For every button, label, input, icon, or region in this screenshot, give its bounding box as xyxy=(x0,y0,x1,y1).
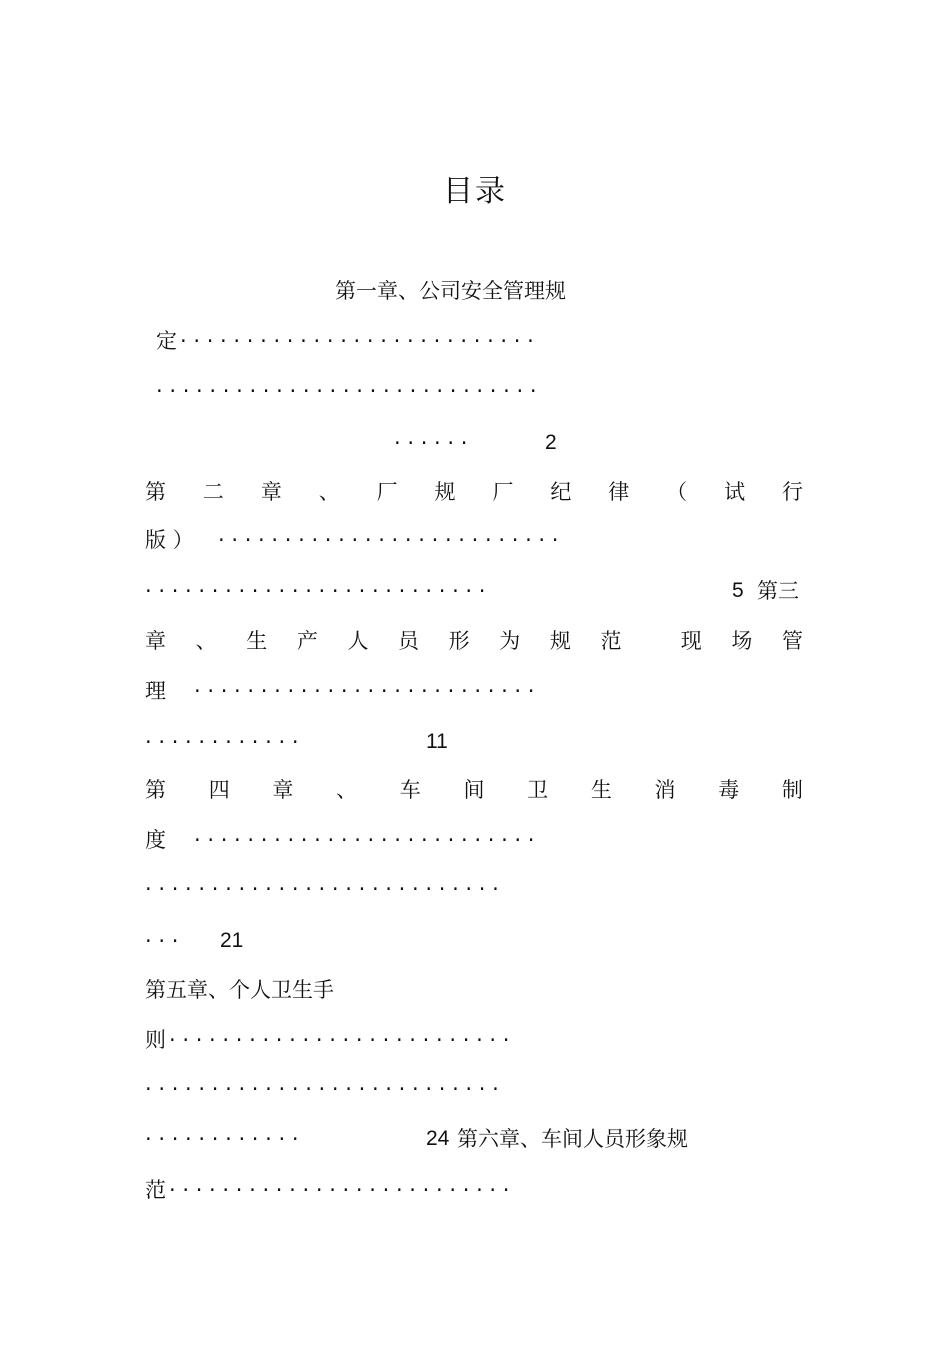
toc-char: 毒 xyxy=(718,778,740,802)
toc-leader-dots: · · · · · · · · · · · · · · · · · · · · · · · · · · · · · xyxy=(156,379,537,403)
toc-char: 第 xyxy=(145,480,166,504)
toc-char: 章 xyxy=(272,778,294,802)
toc-char: 厂 xyxy=(376,480,398,504)
toc-leader-dots: · · · · · · · · · · · · · · · · · · · · · · · · · · xyxy=(169,1178,510,1202)
toc-char: 管 xyxy=(781,629,803,653)
toc-chapter-1-title-end: 定 xyxy=(156,329,177,353)
toc-char: 章 xyxy=(145,629,166,653)
toc-char: 第 xyxy=(145,778,166,802)
toc-page-number-2: 5 xyxy=(732,579,744,602)
toc-char: 四 xyxy=(208,778,230,802)
toc-leader-dots: · · · · · · · · · · · · · · · · · · · · · · · · · · xyxy=(194,679,535,703)
toc-char: 卫 xyxy=(527,778,549,802)
toc-char: 车 xyxy=(399,778,421,802)
toc-char: 产 xyxy=(296,629,318,653)
toc-chapter-3-title-start: 第三 xyxy=(757,579,799,603)
toc-char: 律 xyxy=(608,480,630,504)
toc-leader-dots: · · · · · · · · · · · · · · · · · · · · · · · · · · · xyxy=(180,329,534,353)
toc-page-number-3: 11 xyxy=(426,730,448,753)
toc-page-number-1: 2 xyxy=(545,431,557,454)
toc-char: 试 xyxy=(724,480,746,504)
toc-char: 章 xyxy=(260,480,282,504)
toc-leader-dots: · · · xyxy=(145,929,179,953)
toc-char: 生 xyxy=(246,629,268,653)
toc-chapter-5-title: 第五章、个人卫生手 xyxy=(145,978,334,1002)
toc-char: 间 xyxy=(463,778,485,802)
page-title: 目录 xyxy=(443,174,507,209)
toc-char: 、 xyxy=(318,480,340,504)
toc-char: 人 xyxy=(347,629,369,653)
toc-char: 员 xyxy=(398,629,420,653)
toc-leader-dots: · · · · · · · · · · · · · · · · · · · · · · · · · · · xyxy=(145,1077,499,1101)
toc-char: 范 xyxy=(600,629,622,653)
toc-char: 规 xyxy=(549,629,571,653)
toc-chapter-1-title: 第一章、公司安全管理规 xyxy=(335,279,566,303)
toc-chapter-6-title-end: 范 xyxy=(145,1178,166,1202)
toc-leader-dots: · · · · · · · · · · · · · · · · · · · · · · · · · · xyxy=(218,528,559,552)
toc-page-number-4: 21 xyxy=(220,929,244,952)
toc-char: 为 xyxy=(499,629,521,653)
toc-chapter-4-title-end: 度 xyxy=(145,828,166,852)
toc-chapter-3-title xyxy=(145,626,803,656)
toc-char: 纪 xyxy=(550,480,572,504)
toc-chapter-3-title-end: 理 xyxy=(145,679,166,703)
toc-leader-dots: · · · · · · · · · · · · xyxy=(145,1127,299,1151)
toc-char: 现 xyxy=(680,629,702,653)
toc-char: 生 xyxy=(590,778,612,802)
toc-char: 二 xyxy=(202,480,224,504)
toc-chapter-6-title: 第六章、车间人员形象规 xyxy=(457,1127,688,1151)
toc-char: 、 xyxy=(195,629,217,653)
toc-leader-dots: · · · · · · · · · · · · · · · · · · · · · · · · · · xyxy=(169,1028,510,1052)
toc-char: 厂 xyxy=(492,480,514,504)
toc-char: （ xyxy=(666,480,688,504)
toc-char: 规 xyxy=(434,480,456,504)
toc-leader-dots: · · · · · · · · · · · · · · · · · · · · · · · · · · · xyxy=(145,877,499,901)
toc-char: 形 xyxy=(448,629,470,653)
toc-leader-dots: · · · · · · · · · · · · · · · · · · · · · · · · · · xyxy=(145,579,486,603)
toc-page-number-5: 24 xyxy=(426,1127,450,1150)
toc-char: 消 xyxy=(654,778,676,802)
toc-chapter-4-title xyxy=(145,775,803,805)
toc-chapter-2-title-end: 版 ） xyxy=(145,528,194,552)
toc-char: 场 xyxy=(731,629,753,653)
toc-leader-dots: · · · · · · xyxy=(394,431,468,455)
toc-leader-dots: · · · · · · · · · · · · · · · · · · · · · · · · · · xyxy=(194,828,535,852)
toc-chapter-5-title-end: 则 xyxy=(145,1028,166,1052)
toc-char: 、 xyxy=(336,778,358,802)
toc-chapter-2-title xyxy=(145,477,803,507)
toc-char: 行 xyxy=(781,480,803,504)
toc-char: 制 xyxy=(781,778,803,802)
toc-leader-dots: · · · · · · · · · · · · xyxy=(145,730,299,754)
